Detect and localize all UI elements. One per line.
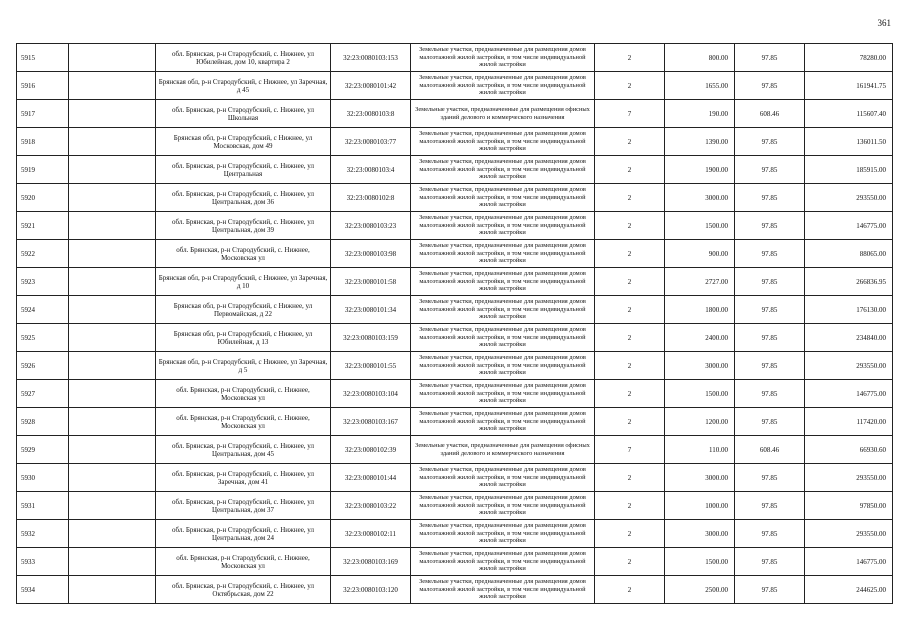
- cadastral-number-cell: 32:23:0080101:42: [331, 72, 411, 100]
- area-cell: 800.00: [665, 44, 735, 72]
- blank-cell: [69, 156, 156, 184]
- cadastral-value-cell: 234840.00: [805, 324, 893, 352]
- cadastral-number-cell: 32:23:0080103:169: [331, 548, 411, 576]
- land-use-cell: Земельные участки, предназначенные для размещения домов малоэтажной жилой застройки, в том числе индивидуальной жилой застройки: [411, 44, 595, 72]
- table-row: [17, 240, 893, 268]
- cadastral-value-cell: 293550.00: [805, 352, 893, 380]
- area-cell: 1900.00: [665, 156, 735, 184]
- specific-value-cell: 97.85: [735, 212, 805, 240]
- table-row: [17, 156, 893, 184]
- land-use-cell: Земельные участки, предназначенные для размещения домов малоэтажной жилой застройки, в том числе индивидуальной жилой застройки: [411, 548, 595, 576]
- specific-value-cell: 97.85: [735, 380, 805, 408]
- blank-cell: [69, 408, 156, 436]
- cadastral-value-cell: 115607.40: [805, 100, 893, 128]
- area-cell: 2400.00: [665, 324, 735, 352]
- row-number-cell: 5933: [17, 548, 69, 576]
- address-cell: обл. Брянская, р-н Стародубский, с. Нижнее, ул Центральная, дом 36: [156, 184, 331, 212]
- blank-cell: [69, 492, 156, 520]
- land-use-code-cell: 2: [595, 576, 665, 604]
- blank-cell: [69, 128, 156, 156]
- land-use-code-cell: 2: [595, 324, 665, 352]
- area-cell: 3000.00: [665, 352, 735, 380]
- area-cell: 1000.00: [665, 492, 735, 520]
- cadastral-value-cell: 146775.00: [805, 212, 893, 240]
- row-number-cell: 5915: [17, 44, 69, 72]
- table-row: [17, 408, 893, 436]
- table-row: [17, 296, 893, 324]
- land-use-cell: Земельные участки, предназначенные для размещения домов малоэтажной жилой застройки, в том числе индивидуальной жилой застройки: [411, 240, 595, 268]
- cadastral-number-cell: 32:23:0080103:104: [331, 380, 411, 408]
- area-cell: 1800.00: [665, 296, 735, 324]
- cadastral-value-cell: 88065.00: [805, 240, 893, 268]
- row-number-cell: 5916: [17, 72, 69, 100]
- row-number-cell: 5919: [17, 156, 69, 184]
- row-number-cell: 5917: [17, 100, 69, 128]
- specific-value-cell: 608.46: [735, 100, 805, 128]
- row-number-cell: 5934: [17, 576, 69, 604]
- specific-value-cell: 97.85: [735, 296, 805, 324]
- address-cell: обл. Брянская, р-н Стародубский, с. Нижнее, ул Юбилейная, дом 10, квартира 2: [156, 44, 331, 72]
- address-cell: Брянская обл, р-н Стародубский, с Нижнее, ул Первомайская, д 22: [156, 296, 331, 324]
- land-use-cell: Земельные участки, предназначенные для размещения домов малоэтажной жилой застройки, в том числе индивидуальной жилой застройки: [411, 408, 595, 436]
- specific-value-cell: 97.85: [735, 408, 805, 436]
- land-use-cell: Земельные участки, предназначенные для размещения домов малоэтажной жилой застройки, в том числе индивидуальной жилой застройки: [411, 464, 595, 492]
- cadastral-number-cell: 32:23:0080101:55: [331, 352, 411, 380]
- cadastral-value-cell: 136011.50: [805, 128, 893, 156]
- address-cell: Брянская обл, р-н Стародубский, с Нижнее, ул Заречная, д 10: [156, 268, 331, 296]
- row-number-cell: 5929: [17, 436, 69, 464]
- row-number-cell: 5928: [17, 408, 69, 436]
- land-use-cell: Земельные участки, предназначенные для размещения домов малоэтажной жилой застройки, в том числе индивидуальной жилой застройки: [411, 352, 595, 380]
- specific-value-cell: 97.85: [735, 44, 805, 72]
- land-use-code-cell: 2: [595, 380, 665, 408]
- area-cell: 1500.00: [665, 212, 735, 240]
- cadastral-number-cell: 32:23:0080103:159: [331, 324, 411, 352]
- cadastral-number-cell: 32:23:0080103:120: [331, 576, 411, 604]
- specific-value-cell: 97.85: [735, 492, 805, 520]
- cadastral-number-cell: 32:23:0080102:8: [331, 184, 411, 212]
- land-use-cell: Земельные участки, предназначенные для размещения домов малоэтажной жилой застройки, в том числе индивидуальной жилой застройки: [411, 184, 595, 212]
- blank-cell: [69, 520, 156, 548]
- cadastral-value-cell: 117420.00: [805, 408, 893, 436]
- land-use-code-cell: 2: [595, 184, 665, 212]
- area-cell: 190.00: [665, 100, 735, 128]
- cadastral-number-cell: 32:23:0080103:23: [331, 212, 411, 240]
- cadastral-value-cell: 78280.00: [805, 44, 893, 72]
- land-use-code-cell: 2: [595, 240, 665, 268]
- specific-value-cell: 97.85: [735, 156, 805, 184]
- land-use-code-cell: 2: [595, 72, 665, 100]
- row-number-cell: 5921: [17, 212, 69, 240]
- land-use-cell: Земельные участки, предназначенные для размещения домов малоэтажной жилой застройки, в том числе индивидуальной жилой застройки: [411, 296, 595, 324]
- table-row: [17, 128, 893, 156]
- address-cell: Брянская обл, р-н Стародубский, с Нижнее, ул Московская, дом 49: [156, 128, 331, 156]
- cadastral-value-cell: 146775.00: [805, 548, 893, 576]
- land-use-cell: Земельные участки, предназначенные для размещения домов малоэтажной жилой застройки, в том числе индивидуальной жилой застройки: [411, 212, 595, 240]
- land-use-code-cell: 2: [595, 464, 665, 492]
- address-cell: обл. Брянская, р-н Стародубский, с. Нижнее, ул Школьная: [156, 100, 331, 128]
- table-row: [17, 44, 893, 72]
- table-row: [17, 184, 893, 212]
- land-use-cell: Земельные участки, предназначенные для размещения домов малоэтажной жилой застройки, в том числе индивидуальной жилой застройки: [411, 324, 595, 352]
- area-cell: 1200.00: [665, 408, 735, 436]
- cadastral-number-cell: 32:23:0080102:11: [331, 520, 411, 548]
- row-number-cell: 5920: [17, 184, 69, 212]
- table-row: [17, 464, 893, 492]
- address-cell: Брянская обл, р-н Стародубский, с Нижнее, ул Заречная, д 5: [156, 352, 331, 380]
- area-cell: 1655.00: [665, 72, 735, 100]
- row-number-cell: 5926: [17, 352, 69, 380]
- table-row: [17, 492, 893, 520]
- cadastral-value-cell: 244625.00: [805, 576, 893, 604]
- specific-value-cell: 97.85: [735, 72, 805, 100]
- row-number-cell: 5932: [17, 520, 69, 548]
- blank-cell: [69, 240, 156, 268]
- land-use-cell: Земельные участки, предназначенные для размещения домов малоэтажной жилой застройки, в том числе индивидуальной жилой застройки: [411, 72, 595, 100]
- cadastral-value-cell: 176130.00: [805, 296, 893, 324]
- cadastral-value-table: [16, 43, 893, 604]
- address-cell: обл. Брянская, р-н Стародубский, с. Нижнее, ул Заречная, дом 41: [156, 464, 331, 492]
- area-cell: 110.00: [665, 436, 735, 464]
- land-use-cell: Земельные участки, предназначенные для размещения домов малоэтажной жилой застройки, в том числе индивидуальной жилой застройки: [411, 268, 595, 296]
- land-use-cell: Земельные участки, предназначенные для размещения домов малоэтажной жилой застройки, в том числе индивидуальной жилой застройки: [411, 380, 595, 408]
- specific-value-cell: 97.85: [735, 352, 805, 380]
- specific-value-cell: 97.85: [735, 268, 805, 296]
- area-cell: 900.00: [665, 240, 735, 268]
- blank-cell: [69, 296, 156, 324]
- land-use-code-cell: 2: [595, 296, 665, 324]
- blank-cell: [69, 72, 156, 100]
- area-cell: 3000.00: [665, 464, 735, 492]
- address-cell: обл. Брянская, р-н Стародубский, с. Нижнее, Московская ул: [156, 380, 331, 408]
- land-use-code-cell: 2: [595, 352, 665, 380]
- cadastral-value-cell: 293550.00: [805, 520, 893, 548]
- land-use-code-cell: 2: [595, 520, 665, 548]
- land-use-code-cell: 2: [595, 128, 665, 156]
- cadastral-value-cell: 185915.00: [805, 156, 893, 184]
- blank-cell: [69, 268, 156, 296]
- address-cell: обл. Брянская, р-н Стародубский, с. Нижнее, ул Октябрьская, дом 22: [156, 576, 331, 604]
- row-number-cell: 5918: [17, 128, 69, 156]
- cadastral-number-cell: 32:23:0080103:98: [331, 240, 411, 268]
- table-row: [17, 324, 893, 352]
- land-use-code-cell: 2: [595, 212, 665, 240]
- specific-value-cell: 97.85: [735, 520, 805, 548]
- cadastral-value-cell: 293550.00: [805, 464, 893, 492]
- land-use-cell: Земельные участки, предназначенные для размещения домов малоэтажной жилой застройки, в том числе индивидуальной жилой застройки: [411, 128, 595, 156]
- row-number-cell: 5923: [17, 268, 69, 296]
- blank-cell: [69, 576, 156, 604]
- cadastral-number-cell: 32:23:0080103:153: [331, 44, 411, 72]
- cadastral-value-cell: 293550.00: [805, 184, 893, 212]
- land-use-cell: Земельные участки, предназначенные для размещения домов малоэтажной жилой застройки, в том числе индивидуальной жилой застройки: [411, 156, 595, 184]
- cadastral-value-cell: 66930.60: [805, 436, 893, 464]
- row-number-cell: 5922: [17, 240, 69, 268]
- cadastral-number-cell: 32:23:0080103:77: [331, 128, 411, 156]
- table-row: [17, 548, 893, 576]
- cadastral-number-cell: 32:23:0080103:8: [331, 100, 411, 128]
- address-cell: Брянская обл, р-н Стародубский, с Нижнее, ул Юбилейная, д 13: [156, 324, 331, 352]
- land-use-cell: Земельные участки, предназначенные для размещения офисных зданий делового и коммерческого назначения: [411, 100, 595, 128]
- table-row: [17, 436, 893, 464]
- land-use-code-cell: 2: [595, 548, 665, 576]
- blank-cell: [69, 436, 156, 464]
- table-row: [17, 380, 893, 408]
- land-use-code-cell: 2: [595, 156, 665, 184]
- specific-value-cell: 97.85: [735, 324, 805, 352]
- cadastral-number-cell: 32:23:0080102:39: [331, 436, 411, 464]
- land-use-code-cell: 2: [595, 268, 665, 296]
- row-number-cell: 5924: [17, 296, 69, 324]
- land-use-cell: Земельные участки, предназначенные для размещения офисных зданий делового и коммерческого назначения: [411, 436, 595, 464]
- address-cell: обл. Брянская, р-н Стародубский, с. Нижнее, ул Центральная, дом 37: [156, 492, 331, 520]
- area-cell: 1390.00: [665, 128, 735, 156]
- address-cell: обл. Брянская, р-н Стародубский, с. Нижнее, ул Центральная: [156, 156, 331, 184]
- table-row: [17, 268, 893, 296]
- table-row: [17, 352, 893, 380]
- blank-cell: [69, 548, 156, 576]
- land-use-cell: Земельные участки, предназначенные для размещения домов малоэтажной жилой застройки, в том числе индивидуальной жилой застройки: [411, 576, 595, 604]
- address-cell: обл. Брянская, р-н Стародубский, с. Нижнее, Московская ул: [156, 548, 331, 576]
- cadastral-value-cell: 161941.75: [805, 72, 893, 100]
- cadastral-value-cell: 97850.00: [805, 492, 893, 520]
- area-cell: 3000.00: [665, 184, 735, 212]
- row-number-cell: 5925: [17, 324, 69, 352]
- area-cell: 1500.00: [665, 380, 735, 408]
- specific-value-cell: 97.85: [735, 548, 805, 576]
- row-number-cell: 5930: [17, 464, 69, 492]
- specific-value-cell: 97.85: [735, 576, 805, 604]
- area-cell: 3000.00: [665, 520, 735, 548]
- address-cell: обл. Брянская, р-н Стародубский, с. Нижнее, ул Центральная, дом 39: [156, 212, 331, 240]
- land-use-cell: Земельные участки, предназначенные для размещения домов малоэтажной жилой застройки, в том числе индивидуальной жилой застройки: [411, 520, 595, 548]
- land-use-code-cell: 7: [595, 100, 665, 128]
- cadastral-number-cell: 32:23:0080101:34: [331, 296, 411, 324]
- blank-cell: [69, 44, 156, 72]
- address-cell: обл. Брянская, р-н Стародубский, с. Нижнее, Московская ул: [156, 240, 331, 268]
- cadastral-number-cell: 32:23:0080101:44: [331, 464, 411, 492]
- land-use-code-cell: 2: [595, 44, 665, 72]
- table-row: [17, 576, 893, 604]
- address-cell: обл. Брянская, р-н Стародубский, с. Нижнее, ул Центральная, дом 24: [156, 520, 331, 548]
- specific-value-cell: 97.85: [735, 240, 805, 268]
- row-number-cell: 5927: [17, 380, 69, 408]
- address-cell: обл. Брянская, р-н Стародубский, с. Нижнее, ул Центральная, дом 45: [156, 436, 331, 464]
- area-cell: 1500.00: [665, 548, 735, 576]
- specific-value-cell: 97.85: [735, 128, 805, 156]
- blank-cell: [69, 324, 156, 352]
- cadastral-number-cell: 32:23:0080103:4: [331, 156, 411, 184]
- cadastral-number-cell: 32:23:0080103:22: [331, 492, 411, 520]
- land-use-code-cell: 2: [595, 408, 665, 436]
- specific-value-cell: 97.85: [735, 464, 805, 492]
- specific-value-cell: 97.85: [735, 184, 805, 212]
- blank-cell: [69, 100, 156, 128]
- cadastral-number-cell: 32:23:0080101:58: [331, 268, 411, 296]
- blank-cell: [69, 380, 156, 408]
- table-row: [17, 72, 893, 100]
- table-row: [17, 520, 893, 548]
- land-use-code-cell: 2: [595, 492, 665, 520]
- area-cell: 2500.00: [665, 576, 735, 604]
- cadastral-value-cell: 146775.00: [805, 380, 893, 408]
- blank-cell: [69, 352, 156, 380]
- land-use-code-cell: 7: [595, 436, 665, 464]
- address-cell: Брянская обл, р-н Стародубский, с Нижнее, ул Заречная, д 45: [156, 72, 331, 100]
- table-row: [17, 212, 893, 240]
- specific-value-cell: 608.46: [735, 436, 805, 464]
- page-number: 361: [877, 18, 891, 28]
- table-row: [17, 100, 893, 128]
- row-number-cell: 5931: [17, 492, 69, 520]
- blank-cell: [69, 212, 156, 240]
- blank-cell: [69, 464, 156, 492]
- area-cell: 2727.00: [665, 268, 735, 296]
- cadastral-number-cell: 32:23:0080103:167: [331, 408, 411, 436]
- cadastral-value-cell: 266836.95: [805, 268, 893, 296]
- blank-cell: [69, 184, 156, 212]
- address-cell: обл. Брянская, р-н Стародубский, с. Нижнее, Московская ул: [156, 408, 331, 436]
- land-use-cell: Земельные участки, предназначенные для размещения домов малоэтажной жилой застройки, в том числе индивидуальной жилой застройки: [411, 492, 595, 520]
